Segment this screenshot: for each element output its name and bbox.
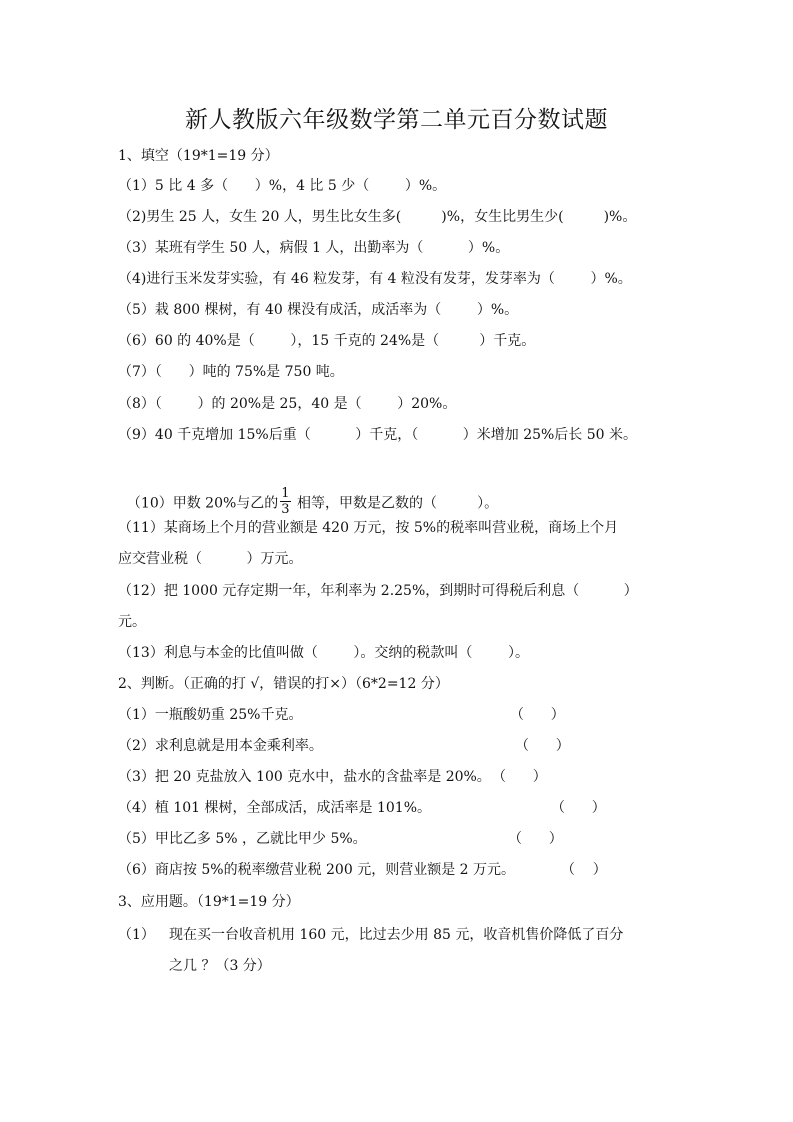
- section1-heading: 1、填空（19*1=19 分）: [118, 148, 279, 164]
- question-1-7: （7）（ ）吨的 75%是 750 吨。: [118, 364, 344, 380]
- question-1-6: （6）60 的 40%是（ ），15 千克的 24%是（ ）千克。: [118, 333, 536, 349]
- fraction-numerator: 1: [281, 486, 290, 501]
- fraction: [280, 486, 290, 517]
- section2-heading: 2、判断。（正确的打 √，错误的打×）（6*2=12 分）: [118, 676, 449, 692]
- application-1-line1: 现在买一台收音机用 160 元，比过去少用 85 元，收音机售价降低了百分: [169, 927, 624, 943]
- page-title: 新人教版六年级数学第二单元百分数试题: [185, 107, 608, 133]
- judge-item-5: （5）甲比乙多 5% ，乙就比甲少 5%。: [118, 831, 367, 847]
- section3-heading: 3、应用题。（19*1=19 分）: [118, 894, 300, 910]
- question-1-11-line2: 应交营业税（ ）万元。: [118, 551, 303, 567]
- judge-answer-6: （ ）: [561, 862, 607, 878]
- application-1-line2: 之几 ？（3 分）: [169, 958, 271, 974]
- judge-answer-4: （ ）: [551, 800, 606, 816]
- question-1-3: （3）某班有学生 50 人，病假 1 人，出勤率为（ ）%。: [118, 240, 510, 256]
- question-1-5: （5）栽 800 棵树，有 40 棵没有成活，成活率为（ ）%。: [118, 302, 519, 318]
- judge-item-3: （3）把 20 克盐放入 100 克水中，盐水的含盐率是 20%。: [118, 769, 491, 785]
- judge-answer-5: （ ）: [508, 831, 563, 847]
- question-1-13: （13）利息与本金的比值叫做（ ）。交纳的税款叫（ ）。: [118, 645, 530, 661]
- judge-answer-1: （ ）: [510, 707, 565, 723]
- question-1-11-line1: （11）某商场上个月的营业额是 420 万元，按 5%的税率叫营业税，商场上个月: [118, 520, 619, 536]
- judge-item-2: （2）求利息就是用本金乘利率。: [118, 738, 323, 754]
- question-1-12-line1: （12）把 1000 元存定期一年，年利率为 2.25%，到期时可得税后利息（ ）: [118, 583, 638, 599]
- fraction-denominator: 3: [281, 502, 290, 517]
- question-1-1: （1）5 比 4 多（ ）%，4 比 5 少（ ）%。: [118, 178, 447, 194]
- judge-item-6: （6）商店按 5%的税率缴营业税 200 元，则营业额是 2 万元。: [118, 862, 515, 878]
- judge-answer-3: （ ）: [492, 769, 547, 785]
- judge-answer-2: （ ）: [515, 738, 570, 754]
- question-1-12-line2: 元。: [118, 614, 146, 630]
- question-1-2: （2)男生 25 人，女生 20 人，男生比女生多( )%，女生比男生少( )%。: [118, 209, 637, 225]
- question-1-8: （8）（ ）的 20%是 25，40 是（ ）20%。: [118, 396, 457, 412]
- judge-item-1: （1）一瓶酸奶重 25%千克。: [118, 707, 303, 723]
- question-1-10-after: 相等，甲数是乙数的（ ）。: [292, 495, 499, 512]
- judge-item-4: （4）植 101 棵树，全部成活，成活率是 101%。: [118, 800, 432, 816]
- question-1-10-before: （10）甲数 20%与乙的: [126, 495, 279, 512]
- question-1-9: （9）40 千克增加 15%后重（ ）千克，（ ）米增加 25%后长 50 米。: [118, 427, 638, 443]
- application-1-label: （1）: [118, 927, 155, 943]
- question-1-4: （4)进行玉米发芽实验，有 46 粒发芽，有 4 粒没有发芽，发芽率为（ ）%。: [118, 271, 632, 287]
- question-1-10: [118, 470, 498, 519]
